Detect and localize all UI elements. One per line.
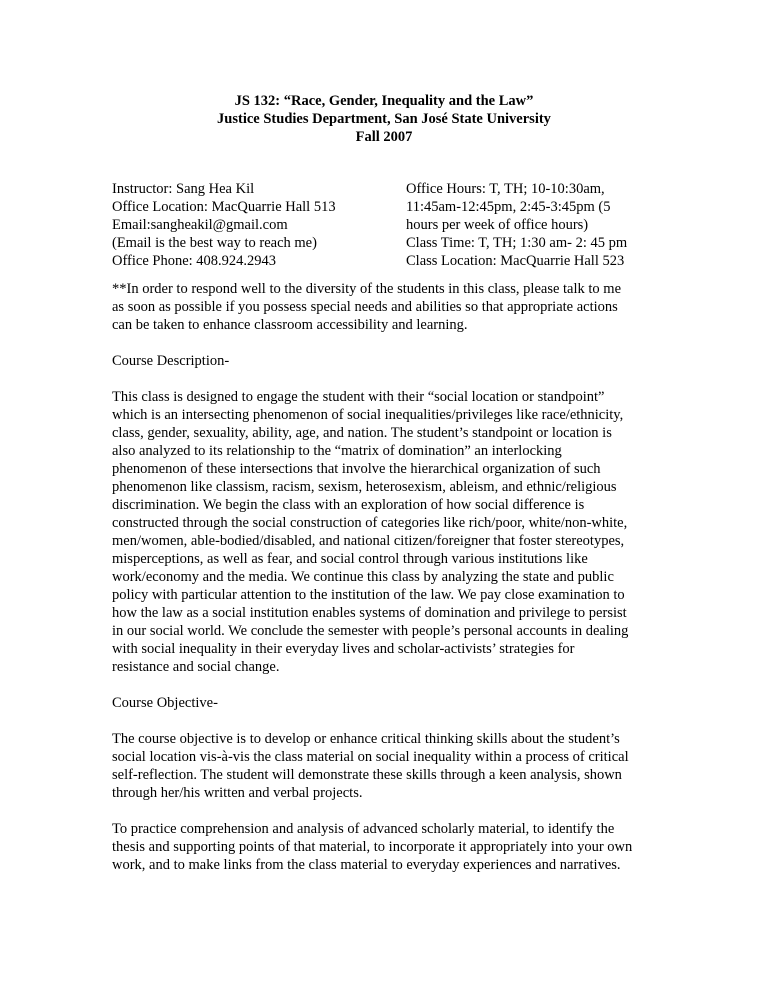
text-line: as soon as possible if you possess special needs and abilities so that appropriate actions — [112, 299, 618, 315]
text-line: which is an intersecting phenomenon of social inequalities/privileges like race/ethnicity, — [112, 407, 624, 423]
text-line: constructed through the social construction of categories like rich/poor, white/non-white, — [112, 515, 628, 531]
office-hours-line: Office Hours: T, TH; 10-10:30am, — [406, 181, 605, 197]
text-line: The course objective is to develop or enhance critical thinking skills about the student’s — [112, 731, 620, 747]
text-line: phenomenon of these intersections that involve the hierarchical organization of such — [112, 461, 601, 477]
instructor-email: Email:sangheakil@gmail.com — [112, 217, 288, 233]
class-location: Class Location: MacQuarrie Hall 523 — [406, 253, 625, 269]
accessibility-note — [112, 280, 660, 334]
course-description — [112, 388, 660, 676]
text-line: class, gender, sexuality, ability, age, and nation. The student’s standpoint or location is — [112, 425, 612, 441]
email-note: (Email is the best way to reach me) — [112, 235, 317, 251]
instructor-name: Instructor: Sang Hea Kil — [112, 181, 255, 197]
text-line: To practice comprehension and analysis of advanced scholarly material, to identify the — [112, 821, 615, 837]
text-line: social location vis-à-vis the class material on social inequality within a process of critical — [112, 749, 629, 765]
text-line: how the law as a social institution enables systems of domination and privilege to persist — [112, 605, 627, 621]
text-line: misperceptions, as well as fear, and social control through various institutions like — [112, 551, 588, 567]
office-phone: Office Phone: 408.924.2943 — [112, 253, 277, 269]
text-line: men/women, able-bodied/disabled, and national citizen/foreigner that foster stereotypes, — [112, 533, 625, 549]
office-hours-line: hours per week of office hours) — [406, 217, 589, 233]
office-location: Office Location: MacQuarrie Hall 513 — [112, 199, 336, 215]
class-time: Class Time: T, TH; 1:30 am- 2: 45 pm — [406, 235, 628, 251]
course-header — [0, 92, 768, 146]
course-title: JS 132: “Race, Gender, Inequality and the Law” — [234, 93, 534, 109]
text-line: **In order to respond well to the diversity of the students in this class, please talk to me — [112, 281, 622, 297]
text-line: through her/his written and verbal projects. — [112, 785, 363, 801]
text-line: phenomenon like classism, racism, sexism, heterosexism, ableism, and ethnic/religious — [112, 479, 617, 495]
office-hours-line: 11:45am-12:45pm, 2:45-3:45pm (5 — [406, 199, 611, 215]
text-line: work/economy and the media. We continue this class by analyzing the state and public — [112, 569, 614, 585]
semester-line: Fall 2007 — [355, 129, 413, 145]
course-objective-heading: Course Objective- — [112, 695, 218, 711]
text-line: work, and to make links from the class material to everyday experiences and narratives. — [112, 857, 621, 873]
text-line: discrimination. We begin the class with an exploration of how social difference is — [112, 497, 585, 513]
course-objective-paragraph — [112, 730, 660, 802]
text-line: can be taken to enhance classroom accessibility and learning. — [112, 317, 468, 333]
text-line: policy with particular attention to the institution of the law. We pay close examination to — [112, 587, 625, 603]
text-line: This class is designed to engage the student with their “social location or standpoint” — [112, 389, 605, 405]
course-description-heading: Course Description- — [112, 353, 230, 369]
text-line: with social inequality in their everyday lives and scholar-activists’ strategies for — [112, 641, 575, 657]
department-line: Justice Studies Department, San José State University — [217, 111, 551, 127]
course-objective-paragraph — [112, 820, 660, 874]
text-line: self-reflection. The student will demonstrate these skills through a keen analysis, shown — [112, 767, 622, 783]
schedule-info-block — [406, 180, 668, 270]
text-line: also analyzed to its relationship to the “matrix of domination” an interlocking — [112, 443, 562, 459]
text-line: thesis and supporting points of that material, to incorporate it appropriately into your own — [112, 839, 633, 855]
text-line: resistance and social change. — [112, 659, 280, 675]
instructor-info-block — [112, 180, 382, 270]
text-line: in our social world. We conclude the semester with people’s personal accounts in dealing — [112, 623, 629, 639]
